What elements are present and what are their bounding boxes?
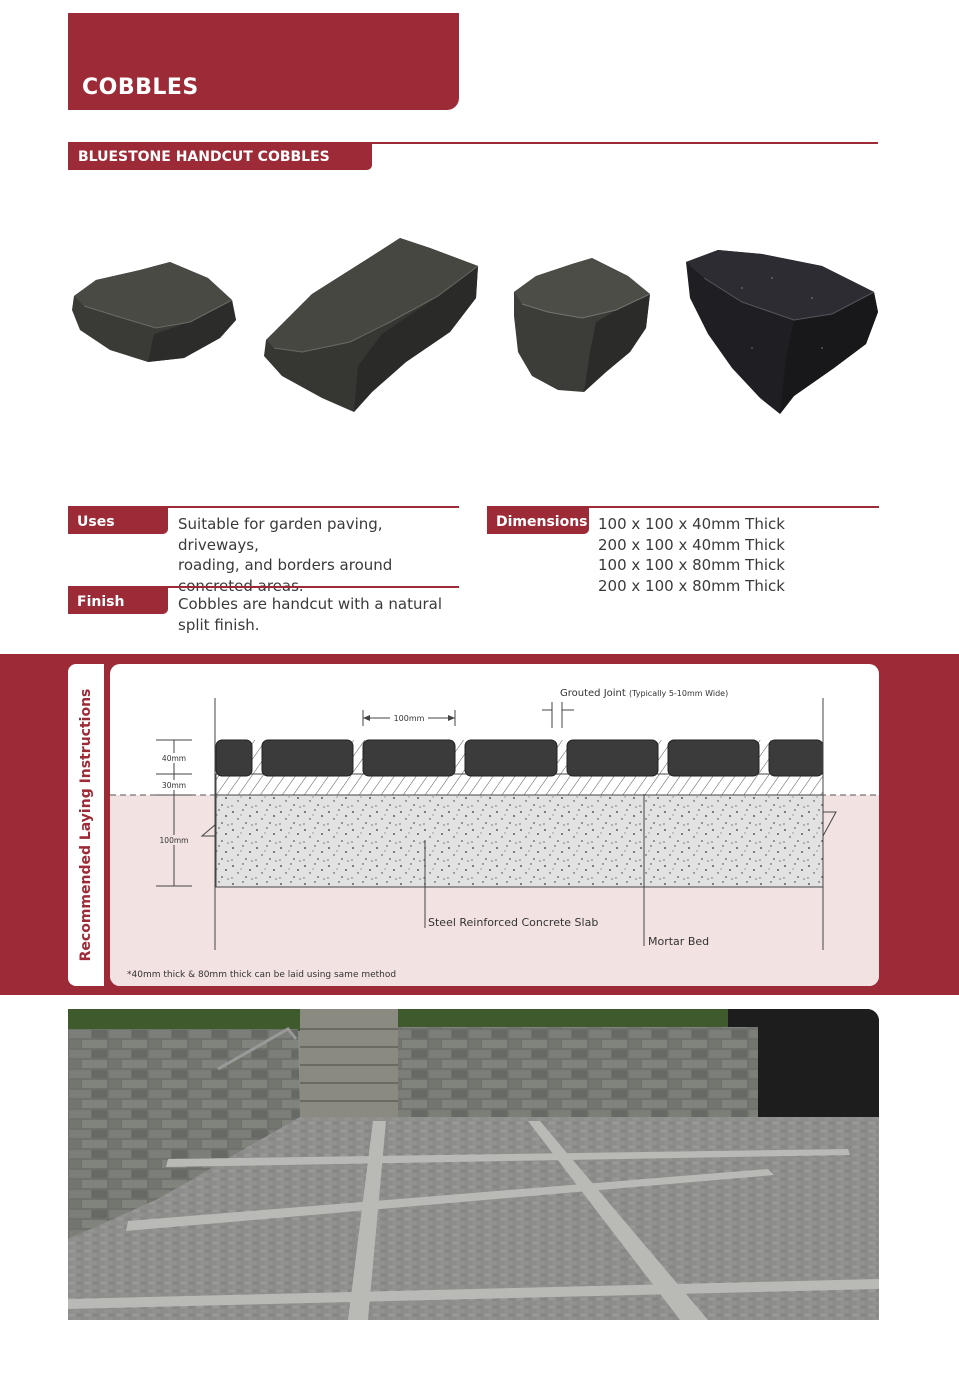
laying-footnote: *40mm thick & 80mm thick can be laid using same method bbox=[127, 970, 397, 980]
dimension-item: 200 x 100 x 40mm Thick bbox=[598, 535, 785, 554]
dim-100-side: 100mm bbox=[159, 836, 189, 845]
cobble-image-2 bbox=[262, 236, 480, 414]
uses-text bbox=[178, 514, 468, 596]
laying-diagram-panel bbox=[110, 664, 879, 986]
cobble-image-1 bbox=[70, 258, 238, 366]
mortar-label: Mortar Bed bbox=[648, 935, 710, 948]
uses-tab bbox=[68, 508, 168, 534]
concrete-slab bbox=[216, 795, 823, 887]
mortar-bed bbox=[216, 774, 823, 795]
grouted-joint-label: Grouted Joint (Typically 5-10mm Wide) bbox=[560, 688, 729, 699]
dimensions-label: Dimensions bbox=[496, 514, 588, 530]
laying-side-title: Recommended Laying Instructions bbox=[78, 688, 94, 962]
installation-photo bbox=[68, 1009, 879, 1320]
page-title: COBBLES bbox=[82, 75, 199, 100]
dimension-item: 200 x 100 x 80mm Thick bbox=[598, 576, 785, 595]
dim-40: 40mm bbox=[161, 754, 187, 763]
title-banner bbox=[68, 13, 459, 110]
dimension-item: 100 x 100 x 40mm Thick bbox=[598, 515, 785, 533]
cobble-image-4 bbox=[682, 248, 880, 416]
uses-line: roading, and borders around bbox=[178, 556, 393, 574]
dim-30: 30mm bbox=[161, 781, 187, 790]
laying-diagram bbox=[110, 664, 879, 986]
laying-side-panel bbox=[68, 664, 104, 986]
section-tab bbox=[68, 144, 372, 170]
finish-tab bbox=[68, 588, 168, 614]
dimensions-list bbox=[598, 514, 868, 596]
finish-label: Finish bbox=[77, 594, 125, 610]
uses-line: Suitable for garden paving, driveways, bbox=[178, 515, 383, 554]
dimensions-tab bbox=[487, 508, 589, 534]
finish-line: Cobbles are handcut with a natural bbox=[178, 595, 442, 613]
cobble-row bbox=[216, 740, 823, 776]
slab-label: Steel Reinforced Concrete Slab bbox=[428, 916, 599, 929]
finish-line: split finish. bbox=[178, 615, 260, 634]
cobble-image-3 bbox=[512, 256, 652, 396]
dimension-item: 100 x 100 x 80mm Thick bbox=[598, 556, 785, 574]
dim-100-top: 100mm bbox=[393, 714, 425, 723]
section-title: BLUESTONE HANDCUT COBBLES bbox=[78, 149, 330, 165]
finish-text bbox=[178, 594, 468, 635]
uses-label: Uses bbox=[77, 514, 115, 530]
